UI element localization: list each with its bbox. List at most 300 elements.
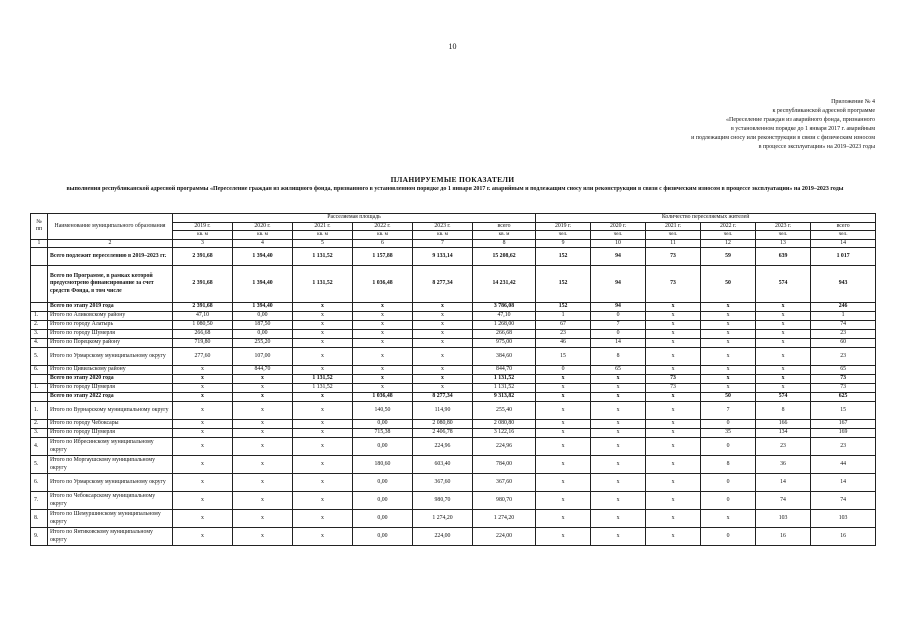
- table-cell: х: [591, 402, 646, 420]
- header-year: 2020 г.: [591, 222, 646, 231]
- table-cell: 9 133,14: [413, 248, 473, 266]
- table-cell: х: [413, 330, 473, 339]
- row-name: Итого по городу Чебоксары: [48, 420, 173, 429]
- table-cell: х: [413, 366, 473, 375]
- table-cell: 574: [756, 266, 811, 303]
- table-row: [31, 330, 876, 339]
- table-cell: х: [536, 510, 591, 528]
- table-cell: х: [756, 348, 811, 366]
- row-number: 1.: [31, 312, 48, 321]
- row-name: Итого по Порецкому району: [48, 339, 173, 348]
- table-cell: х: [353, 303, 413, 312]
- row-name: Итого по Шемуршинскому муниципальному округу: [48, 510, 173, 528]
- table-cell: х: [646, 528, 701, 546]
- table-cell: х: [233, 456, 293, 474]
- table-cell: 166: [756, 420, 811, 429]
- row-number: 6.: [31, 366, 48, 375]
- table-cell: 715,38: [353, 429, 413, 438]
- table-cell: 140,50: [353, 402, 413, 420]
- header-row-groups: [31, 214, 876, 223]
- header-group-area: Расселяемая площадь: [173, 214, 536, 223]
- table-cell: 639: [756, 248, 811, 266]
- header-year: 2022 г.: [701, 222, 756, 231]
- row-name: Всего по Программе, в рамках которой предусмотрено финансирование за счет средств Фонда, в том числе: [48, 266, 173, 303]
- table-cell: 65: [811, 366, 876, 375]
- table-cell: 152: [536, 303, 591, 312]
- table-cell: 0,00: [353, 420, 413, 429]
- table-cell: 36: [756, 456, 811, 474]
- row-name: Итого по Цивильскому району: [48, 366, 173, 375]
- table-cell: 844,70: [233, 366, 293, 375]
- table-cell: х: [173, 420, 233, 429]
- header-unit: чел.: [756, 231, 811, 240]
- header-column-number: 3: [173, 239, 233, 248]
- table-cell: 94: [591, 266, 646, 303]
- table-cell: х: [233, 384, 293, 393]
- header-year: 2022 г.: [353, 222, 413, 231]
- table-cell: х: [591, 528, 646, 546]
- header-column-number: 4: [233, 239, 293, 248]
- table-cell: 74: [811, 321, 876, 330]
- table-cell: 59: [701, 248, 756, 266]
- table-cell: 23: [811, 330, 876, 339]
- table-cell: 7: [591, 321, 646, 330]
- table-cell: х: [536, 492, 591, 510]
- table-cell: 0,00: [353, 474, 413, 492]
- annex-block: [575, 98, 875, 152]
- table-cell: х: [701, 339, 756, 348]
- table-cell: х: [233, 492, 293, 510]
- table-cell: х: [353, 339, 413, 348]
- table-cell: 8 277,34: [413, 266, 473, 303]
- table-cell: х: [353, 312, 413, 321]
- header-column-number: 8: [473, 239, 536, 248]
- table-cell: х: [293, 402, 353, 420]
- row-name: Итого по Вурнарскому муниципальному округу: [48, 402, 173, 420]
- table-cell: 1 131,52: [293, 266, 353, 303]
- table-cell: 74: [811, 492, 876, 510]
- table-cell: 367,60: [413, 474, 473, 492]
- table-cell: 103: [756, 510, 811, 528]
- table-row: [31, 420, 876, 429]
- row-name: Итого по Моргаушскому муниципальному округу: [48, 456, 173, 474]
- table-cell: 73: [646, 375, 701, 384]
- table-cell: 1 268,00: [473, 321, 536, 330]
- table-cell: х: [646, 312, 701, 321]
- table-cell: 266,68: [473, 330, 536, 339]
- table-cell: 23: [756, 438, 811, 456]
- header-unit: чел.: [536, 231, 591, 240]
- table-cell: 15: [811, 402, 876, 420]
- table-cell: 23: [811, 438, 876, 456]
- table-cell: 2 391,68: [173, 266, 233, 303]
- row-name: Всего по этапу 2022 года: [48, 393, 173, 402]
- table-cell: х: [233, 438, 293, 456]
- table-cell: 67: [536, 321, 591, 330]
- table-cell: 1: [811, 312, 876, 321]
- table-cell: 0: [591, 312, 646, 321]
- table-cell: 2 080,80: [413, 420, 473, 429]
- table-cell: х: [646, 321, 701, 330]
- table-cell: х: [293, 456, 353, 474]
- table-row: [31, 384, 876, 393]
- table-cell: 2 406,78: [413, 429, 473, 438]
- table-cell: 114,90: [413, 402, 473, 420]
- table-cell: 255,20: [233, 339, 293, 348]
- table-cell: х: [756, 375, 811, 384]
- header-year: 2019 г.: [536, 222, 591, 231]
- table-cell: 74: [756, 492, 811, 510]
- table-row: [31, 528, 876, 546]
- header-row-column-numbers: [31, 239, 876, 248]
- table-cell: 2 391,68: [173, 303, 233, 312]
- annex-line: Приложение № 4: [831, 99, 875, 105]
- table-cell: 224,96: [473, 438, 536, 456]
- table-cell: 0: [701, 438, 756, 456]
- table-cell: х: [591, 474, 646, 492]
- table-cell: х: [646, 420, 701, 429]
- table-cell: 14: [591, 339, 646, 348]
- table-cell: 73: [646, 266, 701, 303]
- table-cell: х: [756, 303, 811, 312]
- table-cell: х: [701, 303, 756, 312]
- table-cell: 50: [701, 266, 756, 303]
- table-cell: 8 277,34: [413, 393, 473, 402]
- table-cell: х: [756, 339, 811, 348]
- table-cell: 73: [646, 248, 701, 266]
- header-unit: чел.: [701, 231, 756, 240]
- header-year: всего: [811, 222, 876, 231]
- header-column-number: 1: [31, 239, 48, 248]
- table-cell: 8: [591, 348, 646, 366]
- table-cell: х: [233, 510, 293, 528]
- table-cell: 224,00: [413, 528, 473, 546]
- table-cell: х: [293, 492, 353, 510]
- table-cell: х: [536, 438, 591, 456]
- table-cell: 784,00: [473, 456, 536, 474]
- document-title: ПЛАНИРУЕМЫЕ ПОКАЗАТЕЛИ: [390, 175, 515, 184]
- table-cell: х: [173, 429, 233, 438]
- table-cell: 187,50: [233, 321, 293, 330]
- table-cell: х: [293, 510, 353, 528]
- header-column-number: 12: [701, 239, 756, 248]
- table-total-row: [31, 248, 876, 266]
- table-cell: х: [646, 393, 701, 402]
- table-cell: 1 274,20: [473, 510, 536, 528]
- table-cell: х: [591, 438, 646, 456]
- table-cell: х: [646, 330, 701, 339]
- table-cell: х: [646, 474, 701, 492]
- table-cell: х: [233, 429, 293, 438]
- table-cell: 0,00: [353, 492, 413, 510]
- table-cell: 1 394,40: [233, 303, 293, 312]
- table-cell: х: [646, 339, 701, 348]
- header-unit: кв. м: [173, 231, 233, 240]
- table-cell: 1 131,52: [293, 384, 353, 393]
- table-cell: х: [701, 384, 756, 393]
- table-cell: х: [413, 339, 473, 348]
- table-cell: х: [591, 429, 646, 438]
- table-row: [31, 366, 876, 375]
- table-cell: х: [173, 528, 233, 546]
- header-column-number: 9: [536, 239, 591, 248]
- table-cell: 47,10: [173, 312, 233, 321]
- table-cell: 3 122,16: [473, 429, 536, 438]
- table-cell: 44: [811, 456, 876, 474]
- header-column-number: 14: [811, 239, 876, 248]
- table-row: [31, 348, 876, 366]
- table-cell: х: [536, 456, 591, 474]
- table-cell: х: [756, 366, 811, 375]
- table-cell: х: [233, 474, 293, 492]
- table-cell: 1 036,48: [353, 266, 413, 303]
- page-number: 10: [448, 42, 457, 51]
- table-cell: х: [413, 321, 473, 330]
- header-unit: кв. м: [473, 231, 536, 240]
- row-name: Всего по этапу 2020 года: [48, 375, 173, 384]
- row-number: [31, 303, 48, 312]
- table-cell: х: [293, 393, 353, 402]
- table-cell: 0: [591, 330, 646, 339]
- table-cell: х: [293, 429, 353, 438]
- row-name: Итого по городу Шумерля: [48, 384, 173, 393]
- table-cell: 103: [811, 510, 876, 528]
- table-cell: х: [293, 339, 353, 348]
- table-cell: 0,00: [353, 528, 413, 546]
- table-cell: х: [233, 393, 293, 402]
- row-name: Итого по Аликовскому району: [48, 312, 173, 321]
- row-number: 2.: [31, 321, 48, 330]
- header-group-people: Количество переселяемых жителей: [536, 214, 876, 223]
- header-year: 2019 г.: [173, 222, 233, 231]
- table-cell: 8: [756, 402, 811, 420]
- table-cell: х: [646, 348, 701, 366]
- header-unit: кв. м: [293, 231, 353, 240]
- table-cell: х: [413, 303, 473, 312]
- row-number: 7.: [31, 492, 48, 510]
- header-year: 2023 г.: [413, 222, 473, 231]
- table-cell: х: [233, 420, 293, 429]
- table-cell: 167: [811, 420, 876, 429]
- table-cell: 15 208,62: [473, 248, 536, 266]
- table-cell: х: [413, 348, 473, 366]
- table-cell: х: [701, 510, 756, 528]
- table-cell: х: [293, 528, 353, 546]
- row-name: Итого по Ибресинскому муниципальному округу: [48, 438, 173, 456]
- table-cell: х: [293, 420, 353, 429]
- table-cell: х: [646, 492, 701, 510]
- table-cell: 975,00: [473, 339, 536, 348]
- table-cell: 603,40: [413, 456, 473, 474]
- table-cell: х: [353, 375, 413, 384]
- header-column-number: 6: [353, 239, 413, 248]
- row-number: 1.: [31, 402, 48, 420]
- table-row: [31, 339, 876, 348]
- table-cell: 46: [536, 339, 591, 348]
- annex-line: к республиканской адресной программе: [772, 108, 875, 114]
- table-cell: х: [536, 375, 591, 384]
- row-name: Итого по Урмарскому муниципальному округу: [48, 474, 173, 492]
- header-unit: кв. м: [233, 231, 293, 240]
- row-number: 5.: [31, 348, 48, 366]
- header-year: 2020 г.: [233, 222, 293, 231]
- table-cell: 1 080,50: [173, 321, 233, 330]
- table-row: [31, 429, 876, 438]
- row-number: [31, 248, 48, 266]
- table-cell: х: [293, 303, 353, 312]
- table-cell: х: [173, 456, 233, 474]
- row-name: Итого по городу Шумерля: [48, 330, 173, 339]
- table-cell: х: [413, 384, 473, 393]
- table-cell: х: [591, 420, 646, 429]
- table-cell: х: [756, 330, 811, 339]
- row-name: Итого по городу Алатырь: [48, 321, 173, 330]
- annex-line: в установленном порядке до 1 января 2017 г. аварийным: [730, 126, 875, 132]
- table-cell: х: [536, 528, 591, 546]
- row-number: 4.: [31, 339, 48, 348]
- table-row: [31, 492, 876, 510]
- table-cell: 152: [536, 266, 591, 303]
- table-cell: 1 394,40: [233, 266, 293, 303]
- table-cell: 107,00: [233, 348, 293, 366]
- table-cell: х: [413, 312, 473, 321]
- table-cell: 7: [701, 402, 756, 420]
- table-cell: х: [173, 510, 233, 528]
- row-name: Итого по городу Шумерля: [48, 429, 173, 438]
- document-subtitle: выполнения республиканской адресной программы «Переселение граждан из жилищного фонда, признанного в установленном порядке до 1 января 2017 г. аварийным и подлежащим сносу или реконструкции в связи с физическим износом в процессе эксплуатации» на 2019–2023 годы: [66, 186, 844, 192]
- row-name: Итого по Урмарскому муниципальному округу: [48, 348, 173, 366]
- row-number: 2.: [31, 420, 48, 429]
- table-cell: 0,00: [353, 510, 413, 528]
- table-cell: 0: [701, 474, 756, 492]
- table-cell: 0: [701, 492, 756, 510]
- table-cell: 50: [701, 393, 756, 402]
- table-cell: 1 017: [811, 248, 876, 266]
- table-cell: 0: [701, 420, 756, 429]
- row-number: 3.: [31, 429, 48, 438]
- table-row: [31, 312, 876, 321]
- table-cell: х: [701, 375, 756, 384]
- table-cell: 14: [756, 474, 811, 492]
- row-number: 1.: [31, 384, 48, 393]
- table-cell: х: [293, 321, 353, 330]
- row-number: 6.: [31, 474, 48, 492]
- header-unit: чел.: [811, 231, 876, 240]
- table-cell: 169: [811, 429, 876, 438]
- table-cell: 224,96: [413, 438, 473, 456]
- table-cell: х: [591, 510, 646, 528]
- table-row: [31, 456, 876, 474]
- table-cell: х: [353, 366, 413, 375]
- table-cell: 1 131,52: [473, 384, 536, 393]
- table-total-row: [31, 266, 876, 303]
- row-number: 5.: [31, 456, 48, 474]
- row-name: Всего по этапу 2019 года: [48, 303, 173, 312]
- table-cell: 14 231,42: [473, 266, 536, 303]
- table-cell: 35: [701, 429, 756, 438]
- table-cell: х: [756, 384, 811, 393]
- header-year: 2023 г.: [756, 222, 811, 231]
- table-row: [31, 510, 876, 528]
- table-cell: х: [173, 402, 233, 420]
- table-cell: 384,60: [473, 348, 536, 366]
- table-cell: х: [591, 393, 646, 402]
- table-cell: х: [536, 384, 591, 393]
- table-cell: 1 036,48: [353, 393, 413, 402]
- table-cell: 255,40: [473, 402, 536, 420]
- row-number: [31, 266, 48, 303]
- table-cell: х: [536, 474, 591, 492]
- header-column-number: 5: [293, 239, 353, 248]
- table-cell: 0,00: [353, 438, 413, 456]
- table-cell: 3 786,08: [473, 303, 536, 312]
- header-year: всего: [473, 222, 536, 231]
- table-cell: 23: [811, 348, 876, 366]
- table-cell: 0,00: [233, 330, 293, 339]
- annex-line: и подлежащим сносу или реконструкции в связи с физическим износом: [691, 135, 875, 141]
- table-cell: 8: [701, 456, 756, 474]
- header-column-number: 7: [413, 239, 473, 248]
- table-cell: х: [536, 393, 591, 402]
- table-cell: 73: [811, 384, 876, 393]
- table-cell: х: [646, 303, 701, 312]
- table-cell: 224,00: [473, 528, 536, 546]
- row-number: [31, 393, 48, 402]
- table-cell: х: [701, 348, 756, 366]
- table-row: [31, 474, 876, 492]
- table-cell: х: [756, 312, 811, 321]
- header-unit: чел.: [591, 231, 646, 240]
- table-cell: х: [646, 510, 701, 528]
- table-cell: х: [646, 402, 701, 420]
- header-column-number: 2: [48, 239, 173, 248]
- table-cell: 152: [536, 248, 591, 266]
- annex-line: «Переселение граждан из аварийного фонда, признанного: [726, 117, 875, 123]
- table-row: [31, 321, 876, 330]
- table-cell: 47,10: [473, 312, 536, 321]
- table-cell: 2 391,68: [173, 248, 233, 266]
- table-cell: х: [536, 429, 591, 438]
- table-cell: 65: [591, 366, 646, 375]
- table-cell: х: [413, 375, 473, 384]
- table-cell: 0,00: [233, 312, 293, 321]
- table-cell: 9 313,82: [473, 393, 536, 402]
- table-cell: х: [701, 321, 756, 330]
- table-cell: 2 080,80: [473, 420, 536, 429]
- table-cell: 94: [591, 303, 646, 312]
- row-name: Всего подлежит переселению в 2019–2023 гг.: [48, 248, 173, 266]
- table-cell: х: [293, 348, 353, 366]
- table-cell: х: [293, 474, 353, 492]
- table-cell: 0: [701, 528, 756, 546]
- row-number: 9.: [31, 528, 48, 546]
- table-cell: х: [536, 402, 591, 420]
- header-column-number: 13: [756, 239, 811, 248]
- table-cell: х: [173, 438, 233, 456]
- header-name: Наименование муниципального образования: [48, 214, 173, 240]
- header-num: № пп: [31, 214, 48, 240]
- table-cell: 15: [536, 348, 591, 366]
- table-cell: х: [173, 393, 233, 402]
- table-cell: х: [173, 384, 233, 393]
- table-cell: х: [701, 312, 756, 321]
- table-cell: 266,68: [173, 330, 233, 339]
- table-cell: х: [591, 384, 646, 393]
- table-cell: х: [173, 474, 233, 492]
- table-cell: 73: [811, 375, 876, 384]
- table-cell: х: [173, 375, 233, 384]
- table-cell: х: [701, 366, 756, 375]
